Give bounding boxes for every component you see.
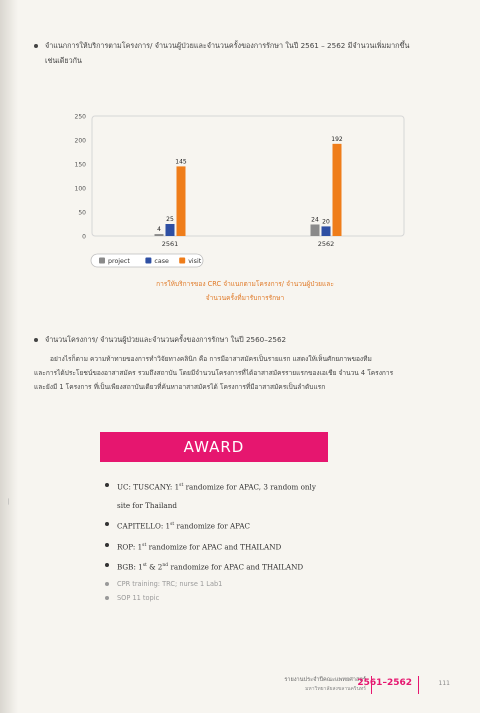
award-item-sop bbox=[103, 591, 403, 605]
award-text: ROP: 1 bbox=[117, 542, 143, 552]
caption-line-2: จำนวนครั้งที่มารับการรักษา bbox=[205, 294, 285, 302]
award-title: AWARD bbox=[183, 438, 245, 456]
y-tick-label: 150 bbox=[74, 161, 86, 169]
award-text: BGB: 1 bbox=[117, 562, 143, 572]
bar-visit-2562 bbox=[333, 144, 342, 236]
intro-line-2: เช่นเดียวกัน bbox=[45, 56, 82, 65]
paragraph-line-1: อย่างไรก็ตาม ความท้าทายของการทำวิจัยทางคลินิก คือ การมีอาสาสมัครเป็นรายแรก แสดงให้เห็นศักยภาพของทีม bbox=[50, 355, 372, 363]
award-sup: st bbox=[142, 542, 147, 548]
award-text: CPR training: TRC; nurse 1 Lab1 bbox=[117, 579, 223, 588]
award-sup: st bbox=[170, 522, 175, 528]
second-bullet bbox=[34, 332, 454, 347]
award-item-rop bbox=[103, 536, 403, 556]
data-label: 145 bbox=[175, 158, 187, 166]
award-sup: nd bbox=[162, 563, 169, 569]
legend-swatch-visit bbox=[179, 258, 185, 264]
chart-caption bbox=[120, 277, 370, 305]
y-tick-label: 250 bbox=[74, 113, 86, 121]
award-text: randomize for APAC, 3 random only bbox=[183, 482, 316, 492]
bullet-dot bbox=[105, 596, 109, 600]
y-tick-label: 200 bbox=[74, 137, 86, 145]
y-tick-label: 0 bbox=[82, 233, 86, 241]
y-tick-label: 100 bbox=[74, 185, 86, 193]
bar-case-2562 bbox=[322, 226, 331, 236]
footer-report-title: รายงานประจำปีคณะแพทยศาสตร์ bbox=[284, 677, 366, 683]
bullet-dot bbox=[105, 522, 109, 526]
award-item-uc-continued bbox=[103, 496, 403, 515]
legend-label-visit: visit bbox=[188, 258, 202, 265]
bullet-dot bbox=[34, 338, 38, 342]
x-tick-label: 2562 bbox=[317, 240, 335, 248]
second-bullet-text: จำนวนโครงการ/ จำนวนผู้ป่วยและจำนวนครั้งของการรักษา ในปี 2560–2562 bbox=[45, 335, 287, 344]
award-item-capitello bbox=[103, 515, 403, 535]
legend-swatch-project bbox=[99, 258, 105, 264]
intro-line-1: จำแนกการให้บริการตามโครงการ/ จำนวนผู้ป่วยและจำนวนครั้งของการรักษา ในปี 2561 – 2562 มีจำนวนเพิ่มมากขึ้น bbox=[45, 41, 410, 50]
page-gutter-shadow bbox=[0, 0, 18, 713]
bar-chart-svg bbox=[58, 108, 428, 280]
award-text: UC: TUSCANY: 1 bbox=[117, 482, 180, 492]
award-text: SOP 11 topic bbox=[117, 593, 160, 602]
data-label: 192 bbox=[331, 135, 343, 143]
page-footer bbox=[240, 674, 470, 700]
award-item-bgb bbox=[103, 556, 403, 576]
bar-chart bbox=[58, 108, 428, 280]
bullet-dot bbox=[105, 543, 109, 547]
chart-frame bbox=[92, 116, 404, 236]
award-sup: st bbox=[179, 483, 184, 488]
gutter-mark: — bbox=[5, 498, 13, 505]
legend-label-project: project bbox=[108, 258, 130, 265]
award-banner bbox=[100, 432, 328, 462]
award-text: site for Thailand bbox=[117, 501, 177, 511]
data-label: 4 bbox=[157, 226, 161, 234]
award-item-cpr bbox=[103, 577, 403, 591]
bullet-dot bbox=[105, 483, 109, 487]
x-tick-label: 2561 bbox=[161, 240, 179, 248]
award-text: & 2 bbox=[146, 562, 163, 572]
data-label: 20 bbox=[322, 218, 330, 226]
data-label: 25 bbox=[166, 216, 174, 223]
footer-divider bbox=[418, 676, 419, 694]
bar-project-2561 bbox=[155, 234, 164, 236]
bullet-dot bbox=[34, 44, 38, 48]
bar-case-2561 bbox=[166, 224, 175, 236]
award-sup: st bbox=[142, 563, 147, 569]
data-label: 24 bbox=[311, 216, 319, 224]
legend-swatch-case bbox=[145, 258, 151, 264]
bullet-dot bbox=[105, 582, 109, 586]
legend-label-case: case bbox=[154, 258, 169, 265]
award-text: randomize for APAC and THAILAND bbox=[146, 542, 282, 552]
bar-visit-2561 bbox=[177, 166, 186, 236]
footer-years: 2561–2562 bbox=[357, 678, 412, 688]
caption-line-1: การให้บริการของ CRC จำแนกตามโครงการ/ จำนวนผู้ป่วยและ bbox=[156, 280, 334, 288]
footer-university: มหาวิทยาลัยสงขลานครินทร์ bbox=[305, 686, 366, 692]
page-number: 111 bbox=[438, 680, 450, 687]
award-list bbox=[103, 476, 403, 605]
award-item-uc bbox=[103, 476, 403, 496]
y-tick-label: 50 bbox=[78, 209, 86, 217]
award-text: CAPITELLO: 1 bbox=[117, 521, 171, 531]
award-text: randomize for APAC and THAILAND bbox=[168, 562, 304, 572]
bullet-dot bbox=[105, 563, 109, 567]
paragraph-line-2: และการได้ประโยชน์ของอาสาสมัคร รวมถึงสถาบัน โดยมีจำนวนโครงการที่ได้อาสาสมัครรายแรกของเอเชีย จำนวน 4 โครงการ bbox=[34, 369, 394, 377]
award-text: randomize for APAC bbox=[174, 521, 251, 531]
intro-bullet bbox=[34, 38, 454, 68]
bar-project-2562 bbox=[311, 224, 320, 236]
paragraph-line-3: และยังมี 1 โครงการ ที่เป็นเพียงสถาบันเดียวที่ค้นหาอาสาสมัครได้ โครงการที่มีอาสาสมัครเป็นลำดับแรก bbox=[34, 383, 326, 391]
body-paragraph bbox=[34, 352, 474, 394]
